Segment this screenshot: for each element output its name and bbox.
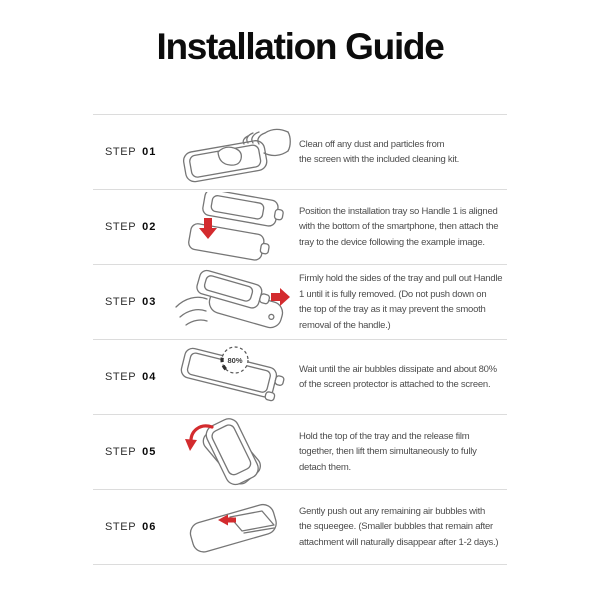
step-word: STEP xyxy=(105,446,137,458)
step-row-05 xyxy=(93,414,507,489)
step-description: Position the installation tray so Handle 1 is aligned with the bottom of the smartphone, then attach the tray to the device following the example image. xyxy=(299,205,499,248)
step-number: 02 xyxy=(142,221,157,233)
phone-80-percent-bubbles-illustration xyxy=(175,343,293,411)
hand-wiping-phone-illustration xyxy=(176,120,292,184)
step-number: 03 xyxy=(142,296,157,308)
step-label-03 xyxy=(93,296,173,308)
tray-align-phone-illustration xyxy=(176,192,292,262)
step-number: 05 xyxy=(142,446,157,458)
hand-icon xyxy=(176,297,207,325)
step-description: Gently push out any remaining air bubbles with the squeegee. (Smaller bubbles that remain after attachment will naturally disappear after 1-2 days.) xyxy=(299,505,499,548)
step-row-04 xyxy=(93,339,507,414)
smartphone-icon xyxy=(188,223,265,261)
step-word: STEP xyxy=(105,146,137,158)
squeegee-bubbles-illustration xyxy=(176,495,292,559)
handle-tab-icon xyxy=(259,293,270,304)
step-number: 04 xyxy=(142,371,157,383)
step-06-illustration xyxy=(173,490,295,564)
step-description: Hold the top of the tray and the release film together, then lift them simultaneously to fully detach them. xyxy=(299,430,477,473)
step-label-05 xyxy=(93,446,173,458)
step-label-02 xyxy=(93,221,173,233)
step-01-illustration xyxy=(173,115,295,189)
step-label-01 xyxy=(93,146,173,158)
step-word: STEP xyxy=(105,521,137,533)
step-row-02 xyxy=(93,189,507,264)
step-label-06 xyxy=(93,521,173,533)
step-number: 01 xyxy=(142,146,157,158)
eighty-percent-label: 80% xyxy=(227,356,243,365)
step-number: 06 xyxy=(142,521,157,533)
steps-list xyxy=(93,114,507,565)
step-word: STEP xyxy=(105,221,137,233)
step-row-03 xyxy=(93,264,507,339)
step-04-illustration xyxy=(173,340,295,414)
step-row-01 xyxy=(93,114,507,189)
step-word: STEP xyxy=(105,371,137,383)
hand-pull-handle-illustration xyxy=(174,269,294,335)
step-description: Wait until the air bubbles dissipate and about 80% of the screen protector is attached to the screen. xyxy=(299,363,497,390)
step-word: STEP xyxy=(105,296,137,308)
step-03-illustration xyxy=(173,265,295,339)
step-05-illustration xyxy=(173,415,295,489)
smartphone-icon xyxy=(188,502,279,555)
step-02-illustration xyxy=(173,190,295,264)
lift-tray-and-film-illustration xyxy=(176,417,292,487)
step-description: Firmly hold the sides of the tray and pull out Handle 1 until it is fully removed. (Do not push down on the top of the tray as it may prevent the smooth removal of the handle.) xyxy=(299,273,503,331)
step-row-06 xyxy=(93,489,507,564)
page-title: Installation Guide xyxy=(156,26,444,67)
step-label-04 xyxy=(93,371,173,383)
step-description: Clean off any dust and particles from the screen with the included cleaning kit. xyxy=(299,138,460,165)
